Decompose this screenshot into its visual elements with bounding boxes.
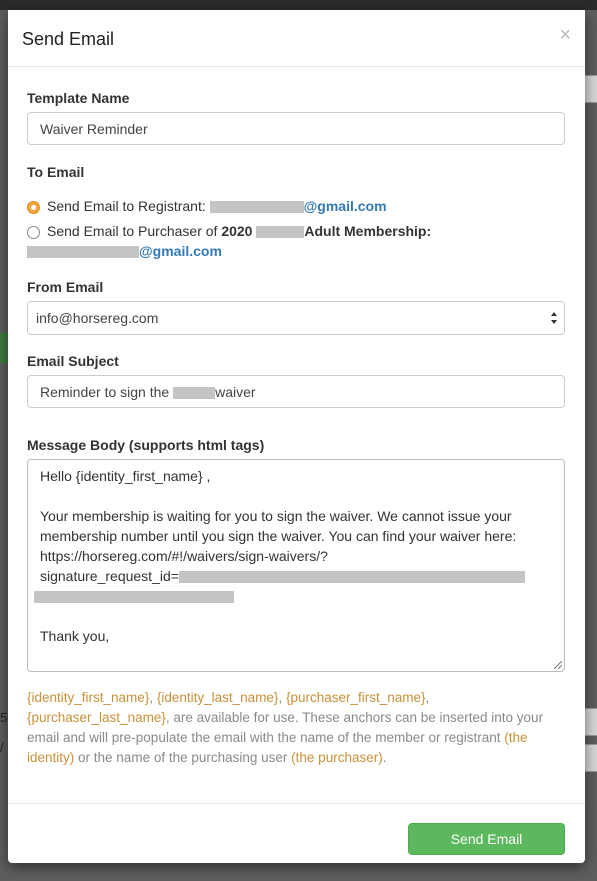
anchor-identity-first: {identity_first_name} xyxy=(27,690,150,705)
redacted-block xyxy=(256,226,304,238)
message-line: Your membership is waiting for you to sign the waiver. We cannot issue your xyxy=(40,508,512,524)
message-line: Hello {identity_first_name} , xyxy=(40,468,211,484)
redacted-block xyxy=(210,201,304,213)
anchor-help-text xyxy=(27,688,567,768)
message-line-redacted xyxy=(34,586,555,606)
message-line: membership number until you sign the waiver. You can find your waiver here: xyxy=(40,528,517,544)
send-email-button[interactable]: Send Email xyxy=(408,823,565,855)
radio-purchaser-text xyxy=(47,223,431,239)
purchaser-year: 2020 xyxy=(221,223,253,239)
background-text-fragment: 5 xyxy=(0,710,8,725)
message-line xyxy=(40,606,555,626)
background-right-fragment xyxy=(584,744,597,772)
purchaser-membership: Adult Membership: xyxy=(304,223,432,239)
radio-registrant[interactable] xyxy=(27,201,40,214)
help-identity: (the identity) xyxy=(27,730,528,765)
message-line xyxy=(40,486,555,506)
help-purchaser: (the purchaser) xyxy=(291,750,383,765)
registrant-label: Send Email to Registrant: xyxy=(47,198,210,214)
help-text-2: or the name of the purchasing user xyxy=(74,750,292,765)
purchaser-email: @gmail.com xyxy=(139,243,222,259)
redacted-block xyxy=(173,387,215,399)
redacted-block xyxy=(27,246,139,258)
resize-handle-icon[interactable] xyxy=(554,661,562,669)
to-email-label: To Email xyxy=(27,164,85,180)
modal-footer xyxy=(8,803,585,864)
from-email-select[interactable] xyxy=(27,301,565,335)
message-line: https://horsereg.com/#!/waivers/sign-waivers/? xyxy=(40,548,328,564)
select-arrows-icon xyxy=(550,310,558,326)
anchor-identity-last: {identity_last_name} xyxy=(156,690,279,705)
anchor-sep: , xyxy=(425,690,430,705)
signature-request-text: signature_request_id= xyxy=(40,568,179,584)
email-subject-value xyxy=(40,384,256,400)
purchaser-label: Send Email to Purchaser of xyxy=(47,223,222,239)
from-email-label: From Email xyxy=(27,279,104,295)
message-line: Thank you, xyxy=(40,628,110,644)
redacted-block xyxy=(179,571,525,583)
background-green-fragment xyxy=(0,333,8,363)
background-right-fragment xyxy=(584,75,597,103)
template-name-value: Waiver Reminder xyxy=(40,121,148,137)
purchaser-email-line xyxy=(27,243,222,259)
registrant-email: @gmail.com xyxy=(303,198,387,214)
background-text-fragment: / xyxy=(0,740,4,755)
backdrop-top-bar xyxy=(0,0,597,10)
subject-prefix: Reminder to sign the xyxy=(40,384,174,400)
anchor-sep: , xyxy=(278,690,286,705)
from-email-value: info@horsereg.com xyxy=(36,310,159,326)
send-email-modal xyxy=(8,10,585,863)
message-body-content xyxy=(40,466,555,646)
anchor-purchaser-last: {purchaser_last_name} xyxy=(27,710,166,725)
template-name-input[interactable] xyxy=(27,112,565,145)
template-name-label: Template Name xyxy=(27,90,130,106)
radio-registrant-text xyxy=(47,198,387,214)
help-text-3: . xyxy=(382,750,387,765)
redacted-block xyxy=(34,591,234,603)
subject-suffix: waiver xyxy=(215,384,256,400)
email-subject-label: Email Subject xyxy=(27,353,119,369)
message-line-signature xyxy=(40,566,555,586)
email-subject-input[interactable] xyxy=(27,375,565,408)
message-body-label: Message Body (supports html tags) xyxy=(27,437,265,453)
modal-header xyxy=(8,10,585,67)
close-icon[interactable]: × xyxy=(559,24,571,46)
anchor-purchaser-first: {purchaser_first_name} xyxy=(285,690,426,705)
message-body-textarea[interactable] xyxy=(27,459,565,672)
help-text-1: , are available for use. These anchors can be inserted into your email and will pre-populate the email with the name of the member or registrant xyxy=(27,710,544,745)
background-right-fragment xyxy=(584,708,597,736)
modal-title: Send Email xyxy=(22,29,115,49)
radio-purchaser[interactable] xyxy=(27,226,40,239)
anchor-sep: , xyxy=(149,690,157,705)
